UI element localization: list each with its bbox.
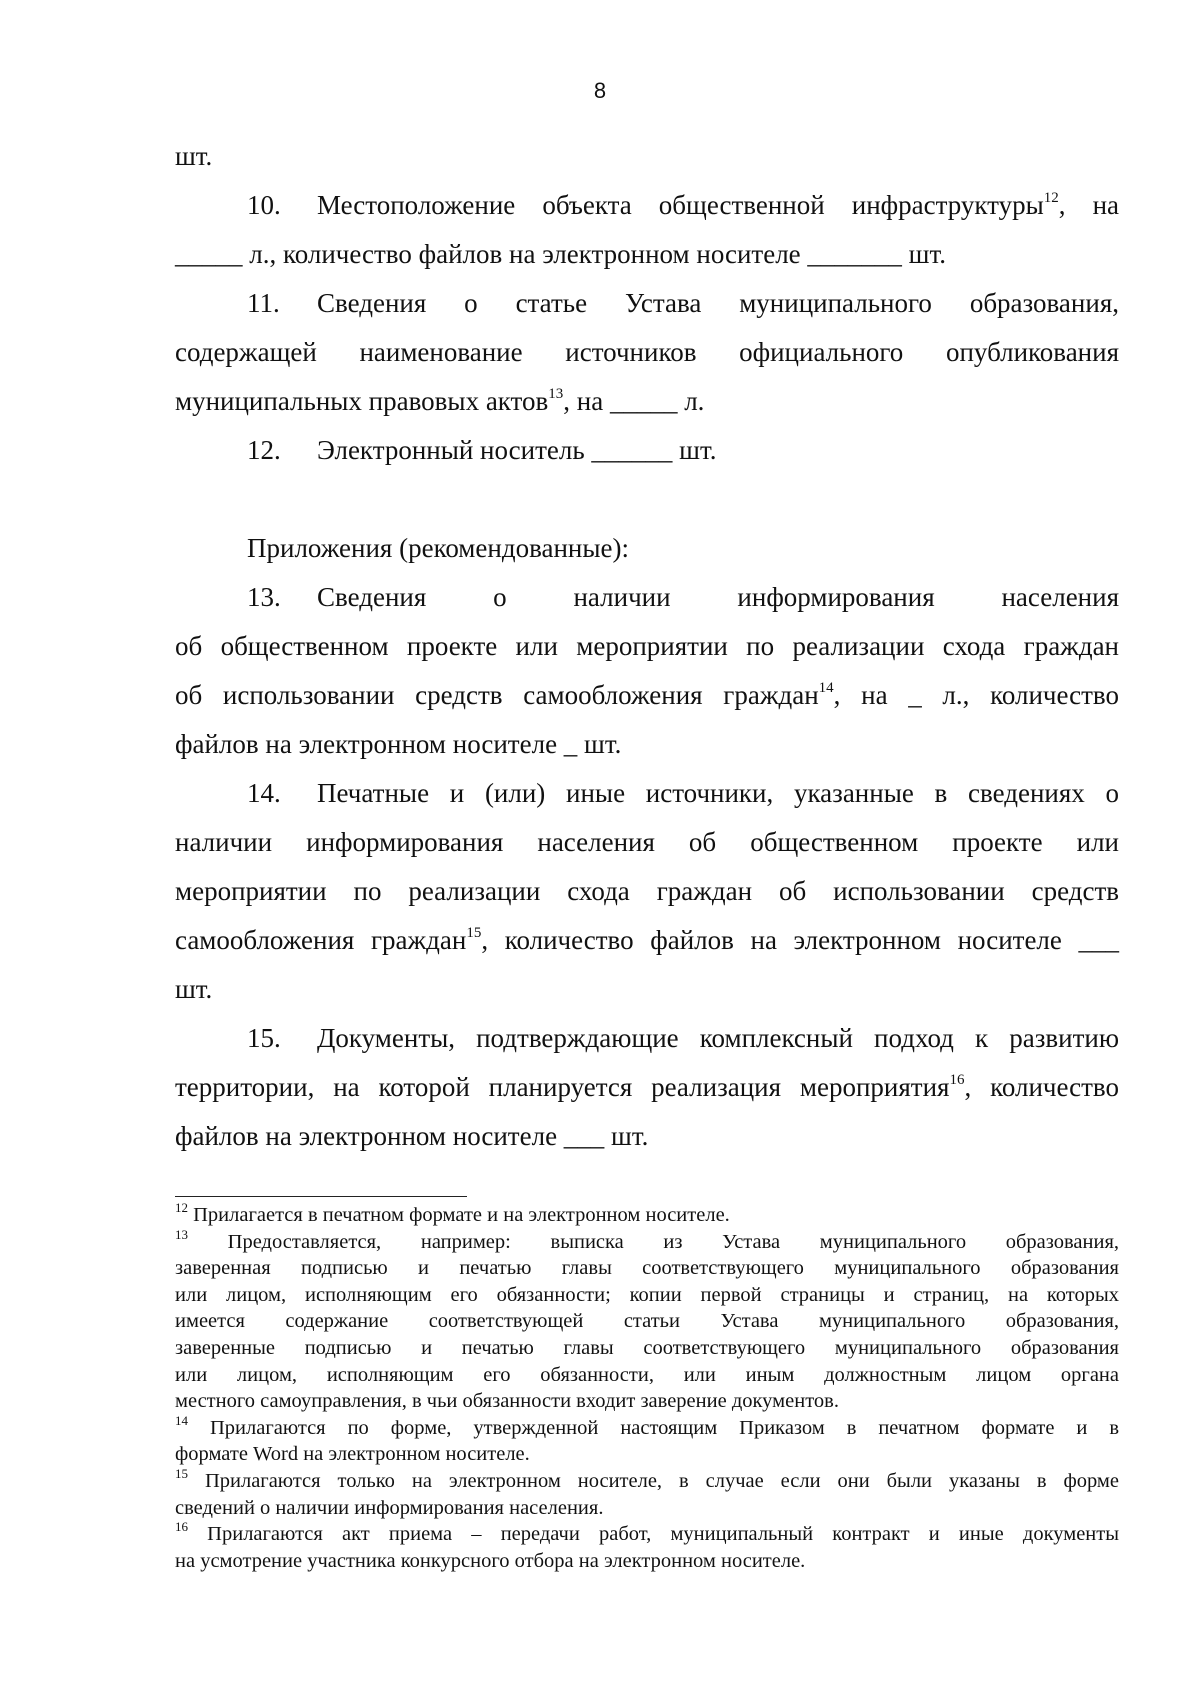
footnote-line: местного самоуправления, в чьи обязанности входит заверение документов. — [175, 1390, 839, 1413]
item-number: 10. — [247, 190, 281, 220]
footnote-16: $^{16}$ Прилагаются акт приема – передачи работ, муниципальный контракт и иные документы — [175, 1519, 1120, 1546]
page-number: 8 — [593, 78, 607, 103]
footnote-line: или лицом, исполняющим его обязанности, или иным должностным лицом органа — [175, 1363, 1119, 1386]
body-line: наличии информирования населения об общественном проекте или — [175, 827, 1119, 857]
footnote-ref: 16 — [949, 1072, 965, 1088]
footnote-line: или лицом, исполняющим его обязанности; копии первой страницы и страниц, на которых — [175, 1283, 1119, 1306]
item-13: 13. Сведения о наличии информирования населения — [175, 573, 1119, 622]
body-line: самообложения граждан$^{15}$, количество файлов на электронном носителе ___ — [175, 925, 1119, 955]
footnote-14: $^{14}$ Прилагаются по форме, утвержденной настоящим Приказом в печатном формате и в — [175, 1412, 1119, 1439]
item-14: 14. Печатные и (или) иные источники, указанные в сведениях о — [175, 769, 1119, 818]
footnote-line: заверенная подписью и печатью главы соответствующего муниципального образования — [175, 1257, 1119, 1280]
item-number: 15. — [247, 1023, 281, 1053]
footnote-ref: 15 — [466, 925, 482, 941]
document-body — [175, 132, 1119, 1161]
body-line: шт. — [175, 974, 213, 1004]
footnote-12: $^{12}$ Прилагается в печатном формате и на электронном носителе. — [175, 1200, 730, 1226]
body-line: файлов на электронном носителе _ шт. — [175, 729, 622, 759]
item-number: 14. — [247, 778, 281, 808]
item-12: 12. Электронный носитель ______ шт. — [175, 426, 1119, 475]
body-line: об использовании средств самообложения граждан$^{14}$, на _ л., количество — [175, 680, 1119, 710]
footnote-ref: 14 — [818, 680, 834, 696]
footnote-13: $^{13}$ Предоставляется, например: выписка из Устава муниципального образования, — [175, 1226, 1120, 1253]
footnote-ref: 12 — [1043, 190, 1059, 206]
body-line: территории, на которой планируется реализация мероприятия$^{16}$, количество — [175, 1072, 1119, 1102]
body-line: мероприятии по реализации схода граждан об использовании средств — [175, 876, 1119, 906]
footnote-separator — [175, 1196, 467, 1197]
footnotes — [175, 1202, 1119, 1574]
item-10: 10. Местоположение объекта общественной инфраструктуры$^{12}$, на — [175, 181, 1119, 230]
footnote-15: $^{15}$ Прилагаются только на электронном носителе, в случае если они были указаны в форме — [175, 1465, 1119, 1492]
item-number: 12. — [247, 435, 281, 465]
body-line: содержащей наименование источников официального опубликования — [175, 337, 1119, 367]
body-line: муниципальных правовых актов$^{13}$, на _____ л. — [175, 386, 705, 416]
footnote-ref: 13 — [548, 386, 564, 402]
footnote-line: формате Word на электронном носителе. — [175, 1443, 530, 1466]
body-line: об общественном проекте или мероприятии по реализации схода граждан — [175, 631, 1119, 661]
body-line: _____ л., количество файлов на электронном носителе _______ шт. — [175, 239, 946, 269]
footnote-line: имеется содержание соответствующей статьи Устава муниципального образования, — [175, 1310, 1119, 1333]
spacer — [175, 475, 1119, 524]
footnote-line: на усмотрение участника конкурсного отбора на электронном носителе. — [175, 1549, 806, 1572]
footnote-line: сведений о наличии информирования населения. — [175, 1496, 604, 1519]
item-15: 15. Документы, подтверждающие комплексный подход к развитию — [175, 1014, 1119, 1063]
body-line: шт. — [175, 141, 213, 171]
item-11: 11. Сведения о статье Устава муниципального образования, — [175, 279, 1119, 328]
footnote-line: заверенные подписью и печатью главы соответствующего муниципального образования — [175, 1336, 1119, 1359]
item-number: 13. — [247, 582, 281, 612]
body-line: файлов на электронном носителе ___ шт. — [175, 1121, 649, 1151]
appendix-heading: Приложения (рекомендованные): — [247, 533, 629, 563]
item-number: 11. — [247, 288, 280, 318]
